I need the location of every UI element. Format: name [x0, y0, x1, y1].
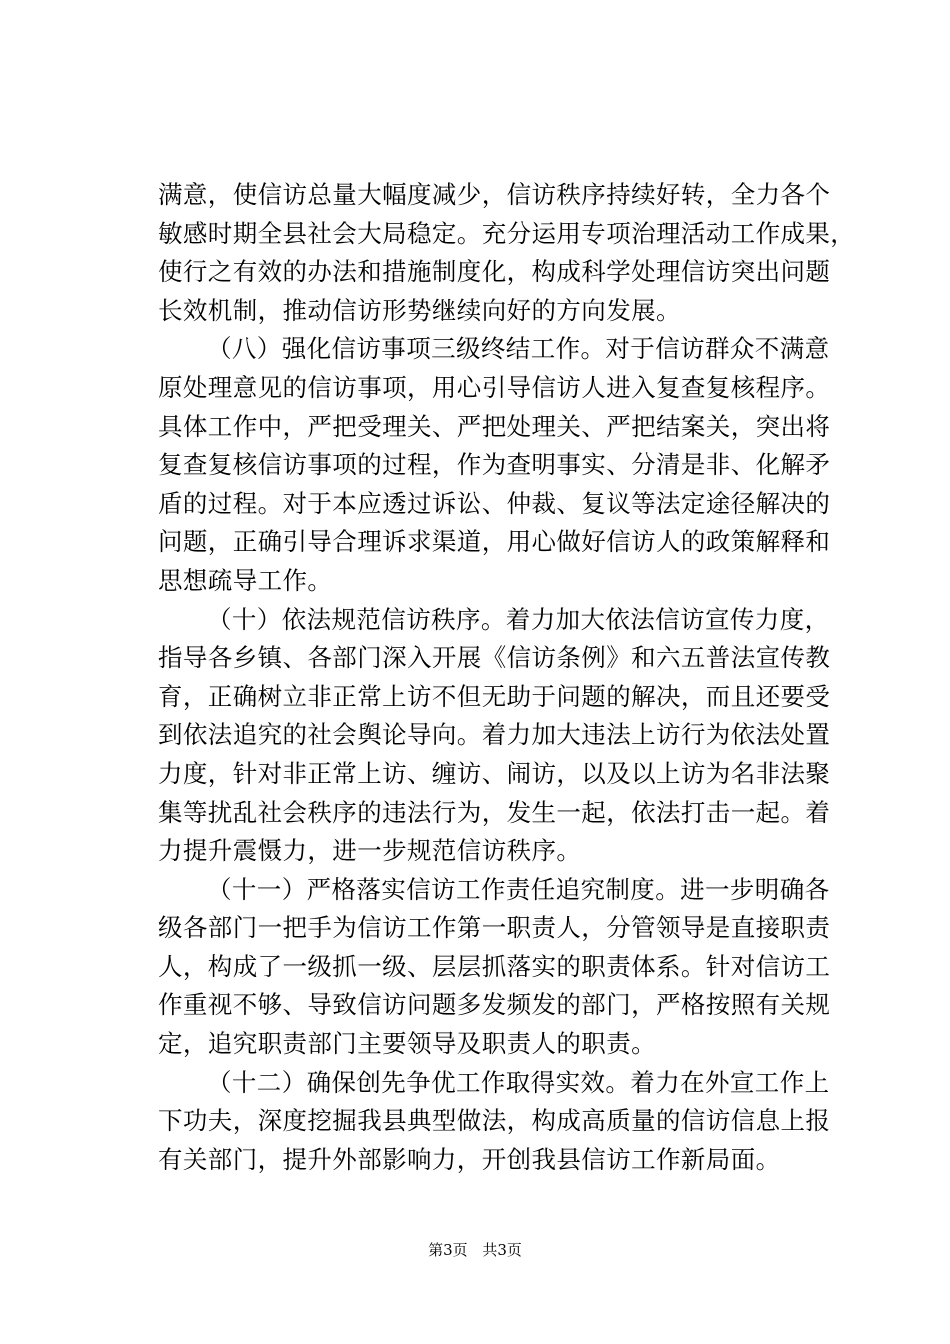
text-line: 力提升震慑力，进一步规范信访秩序。 — [158, 836, 582, 866]
text-line: 级各部门一把手为信访工作第一职责人，分管领导是直接职责 — [158, 913, 831, 943]
text-line: 复查复核信访事项的过程，作为查明事实、分清是非、化解矛 — [158, 450, 831, 480]
text-line: 满意，使信访总量大幅度减少，信访秩序持续好转，全力各个 — [158, 180, 831, 209]
paragraph-start-line: （八）强化信访事项三级终结工作。对于信访群众不满意 — [207, 334, 830, 364]
paragraph-start-line: （十二）确保创先争优工作取得实效。着力在外宣工作上 — [207, 1067, 830, 1097]
text-line: 人，构成了一级抓一级、层层抓落实的职责体系。针对信访工 — [158, 951, 831, 981]
text-line: 具体工作中，严把受理关、严把处理关、严把结案关，突出将 — [158, 411, 831, 441]
text-line: 下功夫，深度挖掘我县典型做法，构成高质量的信访信息上报 — [158, 1106, 831, 1136]
text-line: 盾的过程。对于本应透过诉讼、仲裁、复议等法定途径解决的 — [158, 488, 831, 518]
page-footer — [0, 1240, 950, 1260]
text-line: 到依法追究的社会舆论导向。着力加大违法上访行为依法处置 — [158, 720, 831, 750]
text-line: 育，正确树立非正常上访不但无助于问题的解决，而且还要受 — [158, 681, 831, 711]
text-line: 长效机制，推动信访形势继续向好的方向发展。 — [158, 295, 681, 325]
paragraph-start-line: （十一）严格落实信访工作责任追究制度。进一步明确各 — [207, 874, 830, 904]
text-line: 有关部门，提升外部影响力，开创我县信访工作新局面。 — [158, 1144, 781, 1174]
text-line: 问题，正确引导合理诉求渠道，用心做好信访人的政策解释和 — [158, 527, 831, 557]
text-line: 指导各乡镇、各部门深入开展《信访条例》和六五普法宣传教 — [158, 643, 831, 673]
text-line: 力度，针对非正常上访、缠访、闹访，以及以上访为名非法聚 — [158, 758, 831, 788]
text-line: 作重视不够、导致信访问题多发频发的部门，严格按照有关规 — [158, 990, 831, 1020]
text-line: 集等扰乱社会秩序的违法行为，发生一起，依法打击一起。着 — [158, 797, 831, 827]
text-line: 敏感时期全县社会大局稳定。充分运用专项治理活动工作成果， — [158, 218, 856, 248]
text-line: 定，追究职责部门主要领导及职责人的职责。 — [158, 1029, 656, 1059]
text-line: 思想疏导工作。 — [158, 565, 333, 595]
page-total: 共3页 — [482, 1241, 522, 1259]
text-line: 原处理意见的信访事项，用心引导信访人进入复查复核程序。 — [158, 372, 831, 402]
page-number: 第3页 — [428, 1241, 468, 1259]
paragraph-start-line: （十）依法规范信访秩序。着力加大依法信访宣传力度， — [207, 604, 830, 634]
document-body — [158, 176, 856, 1179]
text-line: 使行之有效的办法和措施制度化，构成科学处理信访突出问题 — [158, 257, 831, 287]
